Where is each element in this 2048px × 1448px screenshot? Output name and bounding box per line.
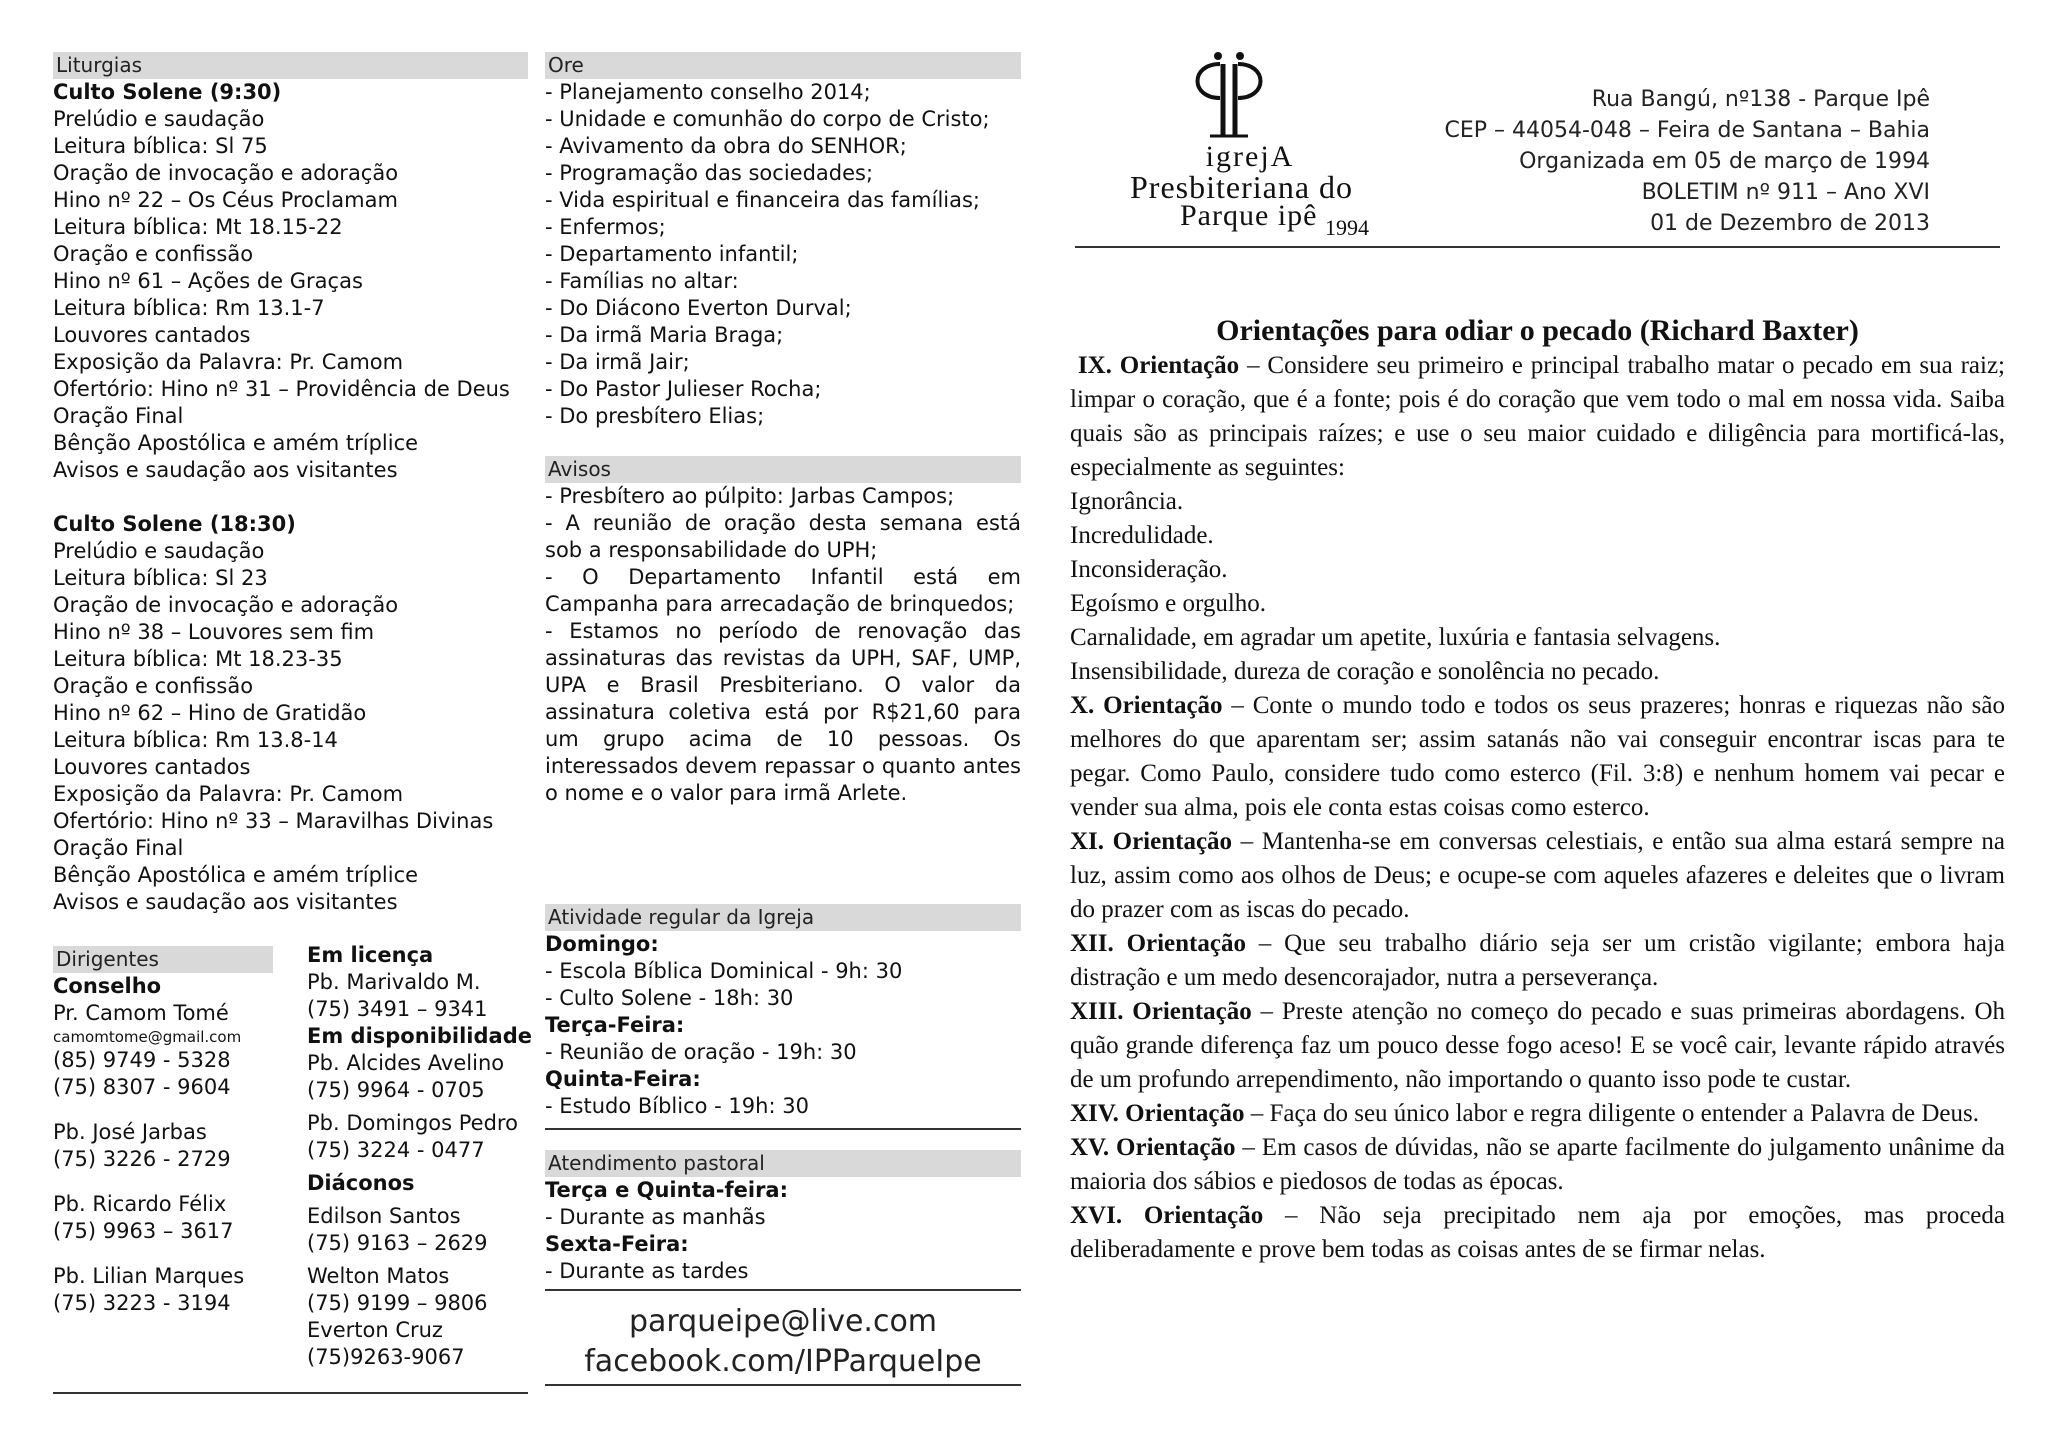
orientation-text: – Preste atenção no começo do pecado e suas primeiras abordagens. Oh quão grande diferença faz um pouco desse fogo aceso! E se você cair, levante rápido através de um profundo arrependimento, não importando o quanto isso pode te custar. [1070,998,2006,1093]
person-name: Welton Matos [307,1264,450,1288]
prayer-item: - Famílias no altar: [545,269,739,293]
bulletin-date: 01 de Dezembro de 2013 [1650,211,1930,236]
prayer-item: - Da irmã Maria Braga; [545,323,784,347]
section-header: Ore [545,52,1021,79]
liturgy-item: Oração de invocação e adoração [53,161,399,185]
atendimento-section [545,1150,1021,1291]
facebook-link[interactable]: facebook.com/IPParqueIpe [584,1344,982,1379]
prayer-item: - Do Pastor Julieser Rocha; [545,377,822,401]
root-item: Ignorância. [1070,488,1184,515]
liturgy-item: Oração Final [53,404,184,428]
root-item: Egoísmo e orgulho. [1070,590,1267,617]
liturgy-item: Hino nº 62 – Hino de Gratidão [53,701,367,725]
conselho-title: Conselho [53,974,162,998]
person-name: Edilson Santos [307,1204,461,1228]
day-label: Sexta-Feira: [545,1232,689,1256]
liturgy-item: Oração de invocação e adoração [53,593,399,617]
prayer-item: - Enfermos; [545,215,666,239]
prayer-item: - Da irmã Jair; [545,350,690,374]
orientation-term: XVI. Orientação [1070,1202,1264,1229]
orientation-text: – Mantenha-se em conversas celestiais, e então sua alma estará sempre na luz, assim como aos olhos de Deus; e ocupe-se com aqueles afazeres e deleites que o livram do prazer com as iscas do pecado. [1070,828,2005,923]
founded-date: Organizada em 05 de março de 1994 [1519,149,1930,174]
prayer-item: - Vida espiritual e financeira das famílias; [545,188,980,212]
header-divider [1075,246,2000,248]
liturgy-item: Prelúdio e saudação [53,107,265,131]
liturgy-item: Hino nº 61 – Ações de Graças [53,269,363,293]
phone: (75) 3224 - 0477 [307,1138,485,1162]
email-link[interactable]: parqueipe@live.com [628,1304,938,1339]
root-item: Carnalidade, em agradar um apetite, luxúria e fantasia selvagens. [1070,624,1721,651]
article [1070,313,2005,1267]
culto-title: Culto Solene (9:30) [53,80,282,104]
liturgy-item: Exposição da Palavra: Pr. Camom [53,350,404,374]
orientation-text: – Em casos de dúvidas, não se aparte facilmente do julgamento unânime da maioria dos sábios e piedosos de todas as épocas. [1070,1134,2005,1195]
liturgy-item: Hino nº 38 – Louvores sem fim [53,620,375,644]
person-name: Pr. Camom Tomé [53,1001,229,1025]
logo-line1: igrejA [1205,140,1295,173]
person-name: Pb. Marivaldo M. [307,970,481,994]
activity-item: - Culto Solene - 18h: 30 [545,986,794,1010]
liturgy-item: Bênção Apostólica e amém tríplice [53,431,419,455]
article-paragraph [1070,1097,2005,1131]
address-block [1420,84,1930,239]
liturgy-item: Bênção Apostólica e amém tríplice [53,863,419,887]
section-header: Dirigentes [53,946,273,973]
activity-item: - Durante as manhãs [545,1205,766,1229]
liturgy-list [53,538,528,916]
article-paragraph [1070,349,2005,485]
day-label: Quinta-Feira: [545,1067,701,1091]
liturgy-item: Ofertório: Hino nº 31 – Providência de Deus [53,377,510,401]
orientation-term: XIV. Orientação [1070,1100,1245,1127]
orientation-text: – Não seja precipitado nem aja por emoções, mas proceda deliberadamente e prove bem todas as coisas antes de se firmar nelas. [1070,1202,2005,1263]
phone: (75) 8307 - 9604 [53,1075,231,1099]
liturgy-item: Louvores cantados [53,755,251,779]
article-paragraph [1070,1199,2005,1267]
person-name: Pb. Lilian Marques [53,1264,245,1288]
article-paragraph [1070,825,2005,927]
liturgy-item: Exposição da Palavra: Pr. Camom [53,782,404,806]
liturgy-item: Oração Final [53,836,184,860]
root-item: Inconsideração. [1070,556,1228,583]
roots-list [1070,485,2005,689]
liturgy-item: Avisos e saudação aos visitantes [53,458,398,482]
prayer-item: - Planejamento conselho 2014; [545,80,871,104]
logo-line3: Parque ipê [1180,199,1318,232]
orientation-term: XV. Orientação [1070,1134,1236,1161]
orientation-text: – Faça do seu único labor e regra diligente o entender a Palavra de Deus. [1244,1100,1979,1127]
orientation-term: XI. Orientação [1070,828,1233,855]
liturgy-item: Avisos e saudação aos visitantes [53,890,398,914]
prayer-item: - Programação das sociedades; [545,161,874,185]
article-paragraph [1070,927,2005,995]
person-name: Pb. Alcides Avelino [307,1051,505,1075]
activity-item: - Estudo Bíblico - 19h: 30 [545,1094,809,1118]
person-name: Pb. Ricardo Félix [53,1192,227,1216]
person-name: Pb. José Jarbas [53,1120,207,1144]
phone: (85) 9749 - 5328 [53,1048,231,1072]
prayer-item: - Unidade e comunhão do corpo de Cristo; [545,107,990,131]
article-paragraph [1070,689,2005,825]
prayer-item: - Do Diácono Everton Durval; [545,296,852,320]
phone: (75) 3226 - 2729 [53,1147,231,1171]
section-header: Avisos [545,456,1021,483]
disponibilidade-title: Em disponibilidade [307,1024,532,1048]
liturgy-item: Leitura bíblica: Mt 18.23-35 [53,647,343,671]
liturgy-item: Leitura bíblica: Sl 23 [53,566,268,590]
activity-item: - Reunião de oração - 19h: 30 [545,1040,857,1064]
liturgy-item: Prelúdio e saudação [53,539,265,563]
prayer-item: - Avivamento da obra do SENHOR; [545,134,907,158]
bulletin-number: BOLETIM nº 911 – Ano XVI [1641,180,1930,205]
liturgy-list [53,106,528,484]
orientation-term: IX. Orientação [1077,352,1240,379]
church-logo-icon [1180,50,1290,140]
culto-title: Culto Solene (18:30) [53,512,296,536]
phone: (75) 9163 – 2629 [307,1231,488,1255]
ore-section [545,52,1021,430]
liturgy-item: Leitura bíblica: Rm 13.8-14 [53,728,338,752]
address-street: Rua Bangú, nº138 - Parque Ipê [1591,87,1930,112]
root-item: Insensibilidade, dureza de coração e sonolência no pecado. [1070,658,1660,685]
liturgy-item: Ofertório: Hino nº 33 – Maravilhas Divinas [53,809,494,833]
logo-line2: Presbiteriana do [1130,169,1354,205]
notice-item: - Estamos no período de renovação das assinaturas das revistas da UPH, SAF, UMP, UPA e Brasil Presbiteriano. O valor da assinatura coletiva está por R$21,60 para um grupo acima de 10 pessoas. Os interessados devem repassar o quanto antes o nome e o valor para irmã Arlete. [545,619,1021,805]
orientation-text: – Que seu trabalho diário seja ser um cristão vigilante; embora haja distração e um medo desencorajador, nutra a perseverança. [1070,930,2005,991]
dirigentes-section [53,943,532,1394]
liturgy-item: Leitura bíblica: Sl 75 [53,134,268,158]
prayer-item: - Departamento infantil; [545,242,799,266]
phone: (75) 9199 – 9806 [307,1291,488,1315]
notice-item: - Presbítero ao púlpito: Jarbas Campos; [545,484,955,508]
activity-item: - Escola Bíblica Dominical - 9h: 30 [545,959,903,983]
address-cep: CEP – 44054-048 – Feira de Santana – Bahia [1444,118,1930,143]
day-label: Terça e Quinta-feira: [545,1178,788,1202]
article-paragraph [1070,1131,2005,1199]
liturgy-item: Leitura bíblica: Mt 18.15-22 [53,215,343,239]
phone: (75) 9963 – 3617 [53,1219,234,1243]
section-header: Atividade regular da Igreja [545,904,1021,931]
contact-section [545,1302,1021,1386]
section-header: Liturgias [53,52,528,79]
orientation-text: – Considere seu primeiro e principal trabalho matar o pecado em sua raiz; limpar o coração, que é a fonte; pois é do coração que vem todo o mal em nossa vida. Saiba quais são as principais raízes; e use o seu maior cuidado e diligência para mortificá-las, especialmente as seguintes: [1070,352,2005,481]
article-title: Orientações para odiar o pecado (Richard Baxter) [1216,314,1859,347]
liturgias-section [53,52,528,916]
avisos-section [545,456,1021,807]
activity-item: - Durante as tardes [545,1259,749,1283]
licenca-title: Em licença [307,943,434,967]
liturgy-item: Oração e confissão [53,674,254,698]
atividade-section [545,904,1021,1130]
notice-item: - A reunião de oração desta semana está sob a responsabilidade do UPH; [545,511,1021,562]
day-label: Domingo: [545,932,659,956]
day-label: Terça-Feira: [545,1013,685,1037]
orientation-term: X. Orientação [1070,692,1223,719]
section-header: Atendimento pastoral [545,1150,1021,1177]
phone: (75) 9964 - 0705 [307,1078,485,1102]
root-item: Incredulidade. [1070,522,1214,549]
orientation-term: XIII. Orientação [1070,998,1252,1025]
notices-list [545,483,1021,807]
liturgy-item: Oração e confissão [53,242,254,266]
phone: (75)9263-9067 [307,1345,465,1369]
orientation-term: XII. Orientação [1070,930,1246,957]
orientation-text: – Conte o mundo todo e todos os seus prazeres; honras e riquezas não são melhores do que aparentam ser; assim satanás não vai conseguir encontrar iscas para te pegar. Como Paulo, considere tudo como esterco (Fil. 3:8) e nenhum homem vai pecar e vender sua alma, pois ele conta estas coisas como esterco. [1070,692,2005,821]
logo-year: 1994 [1325,215,1369,240]
liturgy-item: Louvores cantados [53,323,251,347]
phone: (75) 3491 – 9341 [307,997,488,1021]
notice-item: - O Departamento Infantil está em Campanha para arrecadação de brinquedos; [545,565,1021,616]
phone: (75) 3223 - 3194 [53,1291,231,1315]
liturgy-item: Hino nº 22 – Os Céus Proclamam [53,188,398,212]
diaconos-title: Diáconos [307,1171,415,1195]
liturgy-item: Leitura bíblica: Rm 13.1-7 [53,296,325,320]
email: camomtome@gmail.com [53,1028,242,1046]
logo [1130,50,1440,250]
prayer-list [545,79,1021,430]
person-name: Everton Cruz [307,1318,443,1342]
person-name: Pb. Domingos Pedro [307,1111,518,1135]
prayer-item: - Do presbítero Elias; [545,404,765,428]
article-paragraph [1070,995,2005,1097]
